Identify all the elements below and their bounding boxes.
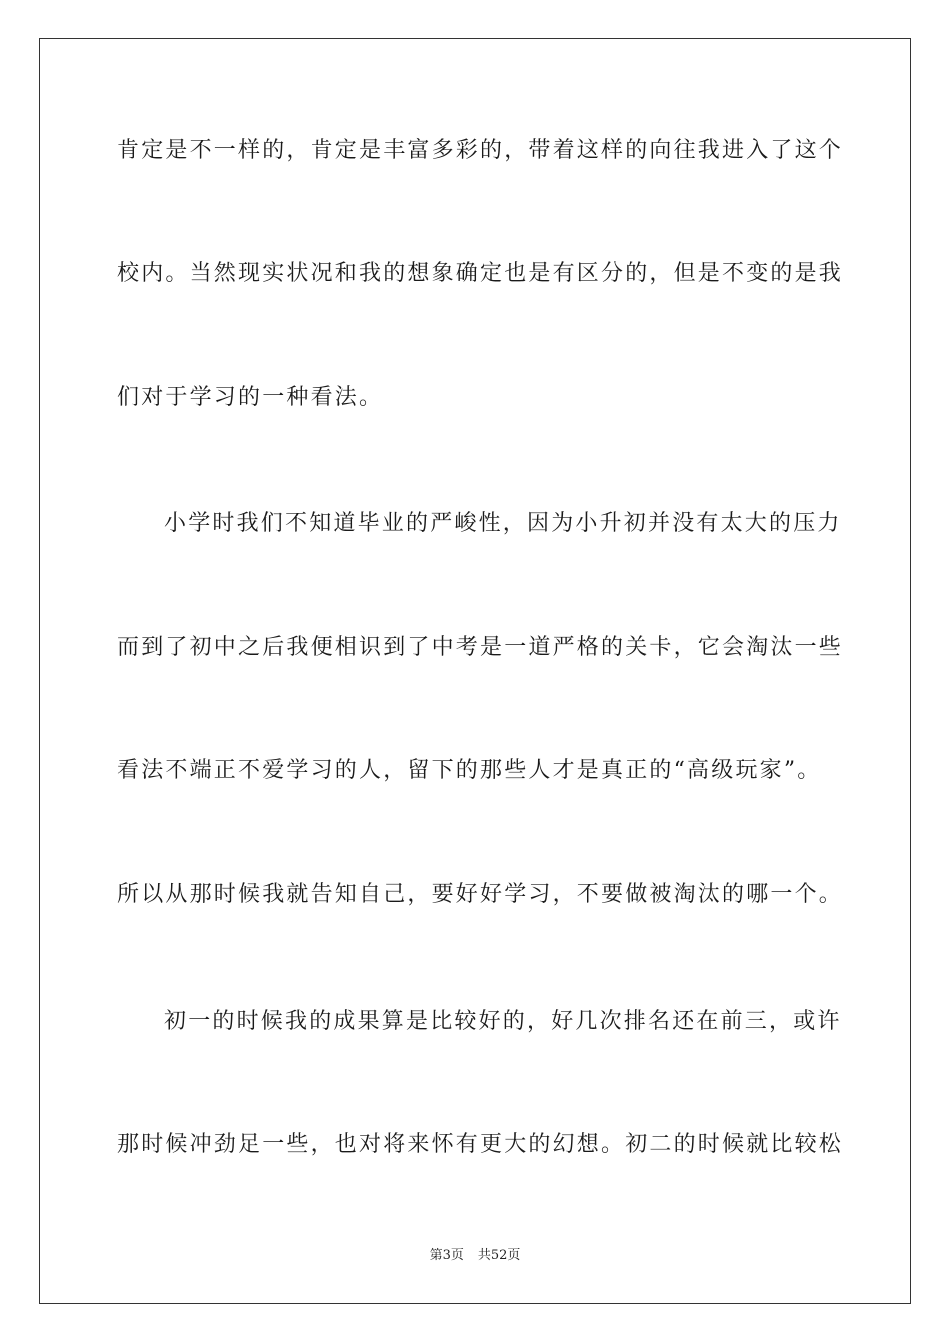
text-line: 肯定是不一样的，肯定是丰富多彩的，带着这样的向往我进入了这个: [117, 138, 844, 163]
text-line: 看法不端正不爱学习的人，留下的那些人才是真正的“高级玩家”。: [117, 758, 822, 783]
text-line: 所以从那时候我就告知自己，要好好学习，不要做被淘汰的哪一个。: [117, 882, 844, 907]
page-total: 共52页: [477, 1248, 521, 1263]
page-number: 第3页: [429, 1248, 464, 1263]
text-line: 而到了初中之后我便相识到了中考是一道严格的关卡，它会淘汰一些: [117, 635, 844, 660]
paragraph-first-line: 初一的时候我的成果算是比较好的，好几次排名还在前三，或许: [164, 1009, 842, 1034]
text-line: 们对于学习的一种看法。: [117, 385, 384, 410]
text-line: 校内。当然现实状况和我的想象确定也是有区分的，但是不变的是我: [117, 261, 844, 286]
text-line: 那时候冲劲足一些，也对将来怀有更大的幻想。初二的时候就比较松: [117, 1132, 844, 1157]
paragraph-first-line: 小学时我们不知道毕业的严峻性，因为小升初并没有太大的压力: [164, 511, 842, 536]
page-border: [39, 38, 911, 1304]
page-footer: [0, 1247, 950, 1265]
